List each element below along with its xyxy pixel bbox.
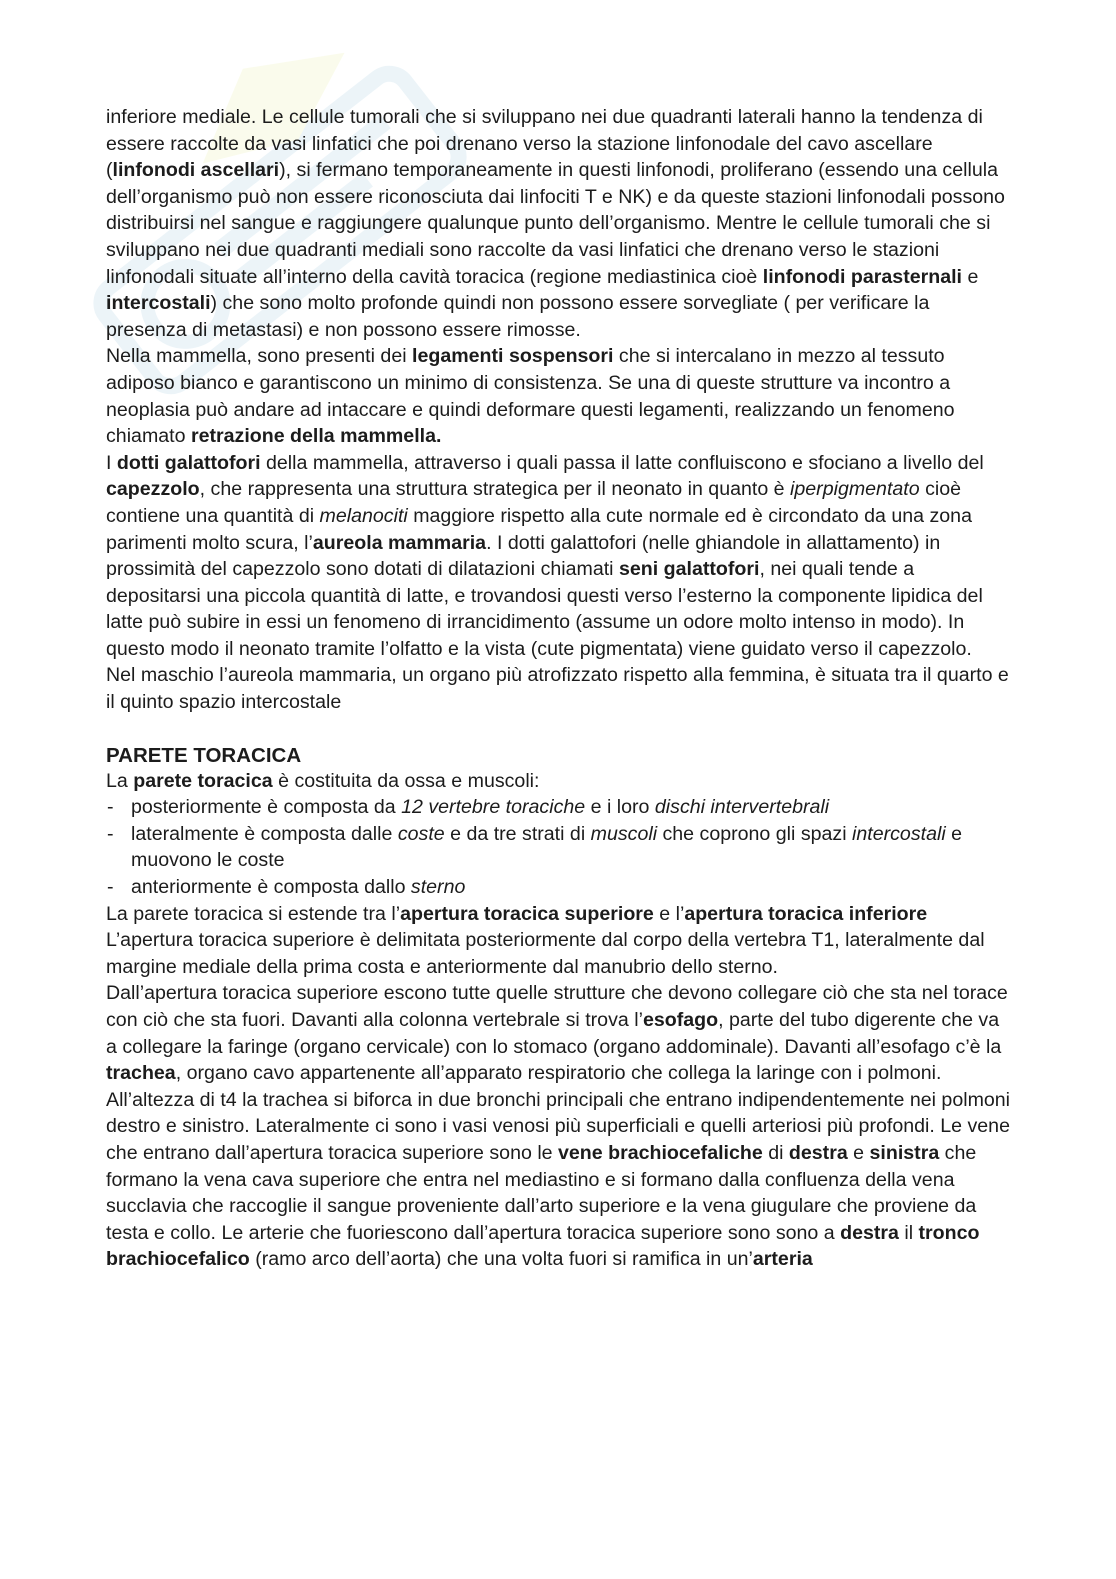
text: cioè contiene una quantità di [106, 478, 962, 527]
text: La [106, 769, 134, 792]
text: e l’ [653, 902, 685, 925]
text: Dall’apertura toracica superiore escono tutte quelle strutture che devono collegare ciò che sta nel torace con ciò che sta fuori. Davanti alla colonna vertebrale si trova l’ [106, 982, 1008, 1031]
term-seni-galattofori: seni galattofori [618, 558, 760, 581]
term-intercostali: intercostali [106, 292, 211, 315]
section-heading: PARETE TORACICA [106, 743, 302, 767]
paragraph-apertura-limits: L’apertura toracica superiore è delimitata posteriormente dal corpo della vertebra T1, lateralmente dal margine mediale della prima costa e anteriormente dal manubrio dello sterno. [106, 929, 985, 978]
term-linfonodi-ascellari: linfonodi ascellari [112, 159, 280, 182]
document-body [106, 104, 1012, 1273]
text: . I dotti galattofori (nelle ghiandole in allattamento) in prossimità del capezzolo sono dotati di dilatazioni chiamati [106, 531, 941, 581]
text: La parete toracica si estende tra l’ [106, 902, 401, 925]
term: 12 vertebre toraciche [401, 796, 586, 819]
text: che formano la vena cava superiore che entra nel mediastino e si formano dalla confluenza della vena succlavia che raccoglie il sangue proveniente dall’arto superiore e la vena giugulare che proviene da testa e collo. Le arterie che fuoriescono dall’apertura toracica superiore sono sono a [106, 1141, 977, 1244]
term-trachea: trachea [106, 1062, 176, 1085]
term-destra: destra [840, 1221, 899, 1244]
term: dischi intervertebrali [654, 796, 830, 819]
term: coste [397, 822, 445, 845]
text: inferiore mediale. Le cellule tumorali che si sviluppano nei due quadranti laterali hanno la tendenza di essere raccolte da vasi linfatici che poi drenano verso la stazione linfonodale del cavo ascellare ( [106, 106, 983, 182]
term-esofago: esofago [642, 1009, 719, 1031]
text: è costituita da ossa e muscoli: [272, 769, 540, 792]
term-melanociti: melanociti [319, 504, 408, 527]
term-apertura-superiore: apertura toracica superiore [400, 902, 654, 925]
text: e [962, 265, 979, 288]
term-parete-toracica: parete toracica [133, 769, 273, 792]
list-item [106, 794, 1012, 821]
text: , nei quali tende a depositarsi una piccola quantità di latte, e trovandosi questi verso l’esterno la componente lipidica del latte può subire in essi un fenomeno di irrancidimento (assume un odore molto intenso in modo). In questo modo il neonato tramite l’olfatto e la vista (cute pigmentata) viene guidato verso il capezzolo. [106, 558, 983, 660]
term: sterno [410, 876, 466, 899]
text: di [762, 1141, 789, 1164]
term: intercostali [852, 822, 946, 845]
term-iperpigmentato: iperpigmentato [790, 478, 920, 501]
term-arteria: arteria [752, 1248, 813, 1271]
text: e i loro [585, 796, 655, 819]
list-item [106, 821, 1012, 874]
text: ), si fermano temporaneamente in questi linfonodi, proliferano (essendo una cellula dell’organismo può non essere riconosciuta dai linfociti T e NK) e da queste stazioni linfonodali possono distribuirsi nel sangue e raggiungere qualunque punto dell’organismo. Mentre le cellule tumorali che si sviluppano nei due quadranti mediali sono raccolte da vasi linfatici che drenano verso le stazioni linfonodali situate all’interno della cavità toracica (regione mediastinica cioè [106, 159, 1005, 288]
text: e [847, 1141, 870, 1164]
text: Nella mammella, sono presenti dei [106, 345, 413, 368]
term-sinistra: sinistra [869, 1141, 940, 1164]
term-apertura-inferiore: apertura toracica inferiore [684, 902, 928, 925]
term-vene-brachiocefaliche: vene brachiocefaliche [558, 1141, 763, 1164]
term: muscoli [590, 822, 658, 845]
text: ) che sono molto profonde quindi non possono essere sorvegliate ( per verificare la presenza di metastasi) e non possono essere rimosse. [106, 292, 930, 341]
paragraph-dotti-galattofori [106, 450, 1012, 663]
text: , che rappresenta una struttura strategica per il neonato in quanto è [199, 478, 791, 501]
paragraph-lymph-drainage [106, 104, 1012, 343]
term-retrazione-mammella: retrazione della mammella. [190, 425, 442, 448]
text: il [898, 1221, 919, 1244]
text: posteriormente è composta da [131, 796, 402, 819]
composition-list [106, 794, 1012, 900]
term-legamenti-sospensori: legamenti sospensori [412, 345, 614, 368]
text: (ramo arco dell’aorta) che una volta fuori si ramifica in un’ [249, 1248, 753, 1271]
term-linfonodi-parasternali: linfonodi parasternali [762, 265, 962, 288]
text: anteriormente è composta dallo [131, 876, 411, 899]
term-destra: destra [788, 1141, 848, 1164]
text: e muovono le coste [131, 822, 963, 872]
text: della mammella, attraverso i quali passa il latte confluiscono e sfociano a livello del [260, 451, 984, 474]
text: che coprono gli spazi [657, 822, 853, 845]
term-aureola-mammaria: aureola mammaria [312, 531, 487, 554]
term-capezzolo: capezzolo [106, 478, 200, 501]
text: e da tre strati di [444, 822, 591, 845]
paragraph-parete-intro [106, 768, 1012, 795]
paragraph-aperture [106, 901, 1012, 928]
paragraph-legamenti [106, 343, 1012, 449]
list-item [106, 874, 1012, 901]
paragraph-maschio: Nel maschio l’aureola mammaria, un organo più atrofizzato rispetto alla femmina, è situata tra il quarto e il quinto spazio intercostale [106, 664, 1009, 714]
text: , organo cavo appartenente all’apparato respiratorio che collega la laringe con i polmoni. All’altezza di t4 la trachea si biforca in due bronchi principali che entrano indipendentemente nei polmoni destro e sinistro. Lateralmente ci sono i vasi venosi più superficiali e quelli arteriosi più profondi. Le vene che entrano dall’apertura toracica superiore sono le [106, 1062, 1011, 1164]
text: , parte del tubo digerente che va a collegare la faringe (organo cervicale) con lo stomaco (organo addominale). Davanti all’esofago c’è la [106, 1009, 1002, 1058]
term-tronco-brachiocefalico: tronco brachiocefalico [106, 1221, 980, 1271]
paragraph-strutture [106, 980, 1012, 1273]
text: che si intercalano in mezzo al tessuto adiposo bianco e garantiscono un minimo di consistenza. Se una di queste strutture va incontro a neoplasia può andare ad intaccare e quindi deformare questi legamenti, realizzando un fenomeno chiamato [106, 345, 955, 448]
text: maggiore rispetto alla cute normale ed è circondato da una zona parimenti molto scura, l’ [106, 504, 972, 554]
term-dotti-galattofori: dotti galattofori [116, 451, 261, 474]
text: I [106, 451, 117, 474]
text: lateralmente è composta dalle [131, 822, 398, 845]
